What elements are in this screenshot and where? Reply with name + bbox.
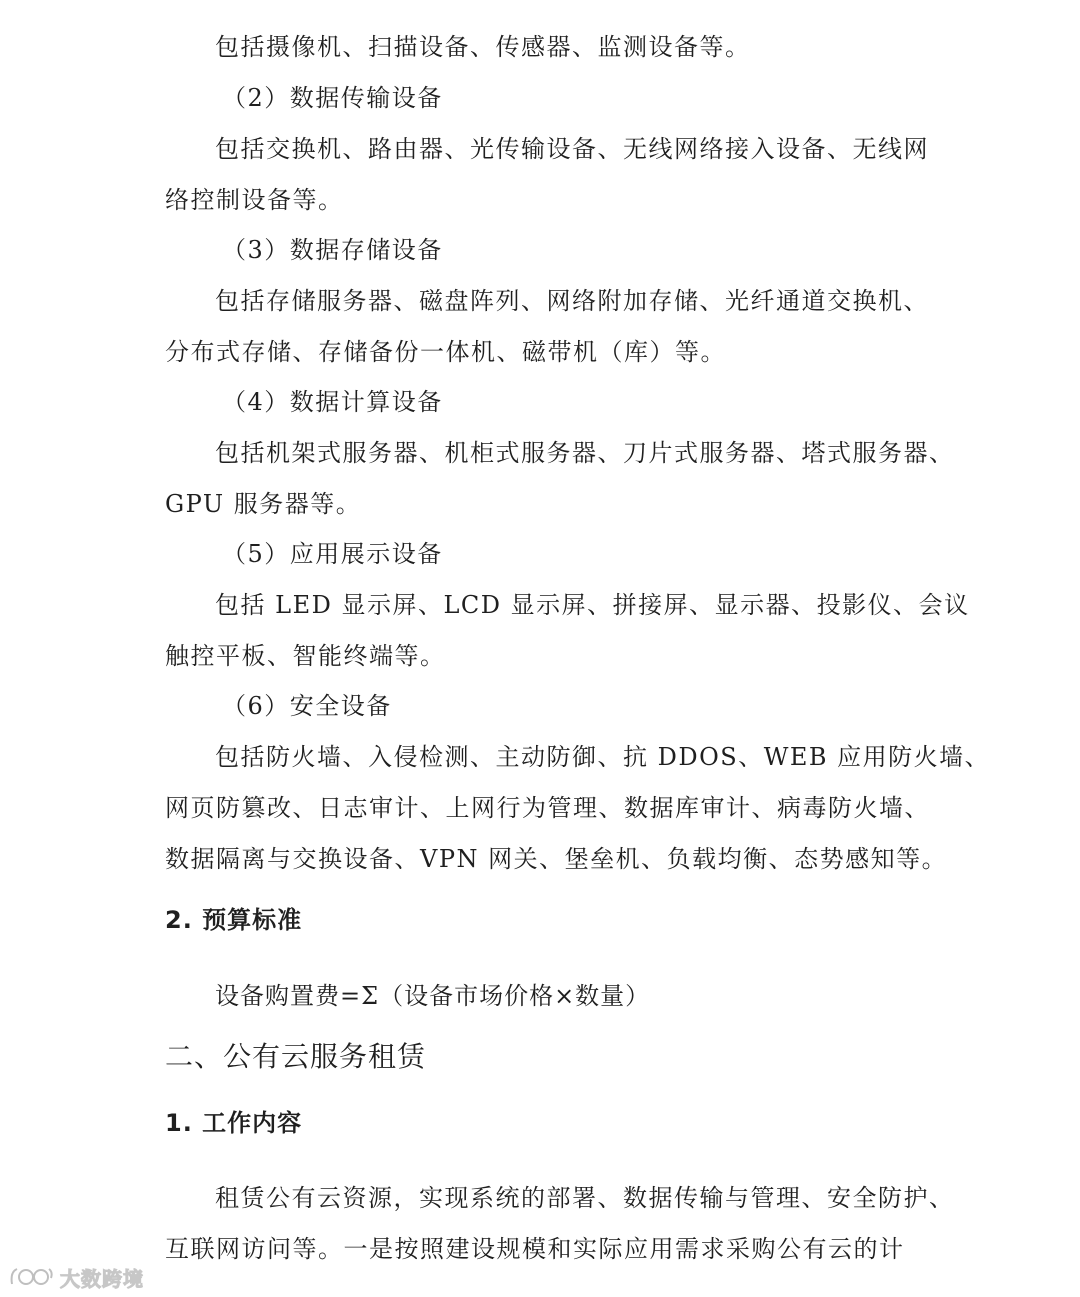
paragraph-line: 网页防篡改、日志审计、上网行为管理、数据库审计、病毒防火墙、 bbox=[165, 794, 930, 822]
subheading-data-computing: （4）数据计算设备 bbox=[222, 388, 443, 416]
paragraph-line: 数据隔离与交换设备、VPN 网关、堡垒机、负载均衡、态势感知等。 bbox=[165, 845, 948, 873]
paragraph-line: 包括防火墙、入侵检测、主动防御、抗 DDOS、WEB 应用防火墙、 bbox=[215, 743, 991, 771]
paragraph-line: 包括 LED 显示屏、LCD 显示屏、拼接屏、显示器、投影仪、会议 bbox=[215, 591, 970, 619]
idol-logo-icon bbox=[8, 1264, 54, 1290]
subheading-data-transmission: （2）数据传输设备 bbox=[222, 84, 443, 112]
paragraph-line: GPU 服务器等。 bbox=[165, 490, 362, 518]
heading-budget-standard: 2. 预算标准 bbox=[165, 906, 303, 934]
paragraph-line: 络控制设备等。 bbox=[165, 186, 344, 214]
paragraph-line: 分布式存储、存储备份一体机、磁带机（库）等。 bbox=[165, 338, 726, 366]
paragraph-line: 互联网访问等。一是按照建设规模和实际应用需求采购公有云的计 bbox=[165, 1235, 905, 1263]
section-heading-public-cloud: 二、公有云服务租赁 bbox=[165, 1040, 427, 1073]
budget-formula: 设备购置费=Σ（设备市场价格×数量） bbox=[215, 982, 651, 1010]
heading-work-content: 1. 工作内容 bbox=[165, 1109, 303, 1137]
subheading-display-devices: （5）应用展示设备 bbox=[222, 540, 443, 568]
paragraph-line: 触控平板、智能终端等。 bbox=[165, 642, 446, 670]
paragraph-line: 包括摄像机、扫描设备、传感器、监测设备等。 bbox=[215, 33, 751, 61]
paragraph-line: 包括机架式服务器、机柜式服务器、刀片式服务器、塔式服务器、 bbox=[215, 439, 955, 467]
subheading-data-storage: （3）数据存储设备 bbox=[222, 236, 443, 264]
paragraph-line: 包括存储服务器、磁盘阵列、网络附加存储、光纤通道交换机、 bbox=[215, 287, 929, 315]
paragraph-line: 租赁公有云资源，实现系统的部署、数据传输与管理、安全防护、 bbox=[215, 1184, 955, 1212]
watermark bbox=[8, 1262, 144, 1292]
paragraph-line: 包括交换机、路由器、光传输设备、无线网络接入设备、无线网 bbox=[215, 135, 929, 163]
watermark-text: 大数跨境 bbox=[60, 1266, 144, 1291]
subheading-security-devices: （6）安全设备 bbox=[222, 692, 392, 720]
